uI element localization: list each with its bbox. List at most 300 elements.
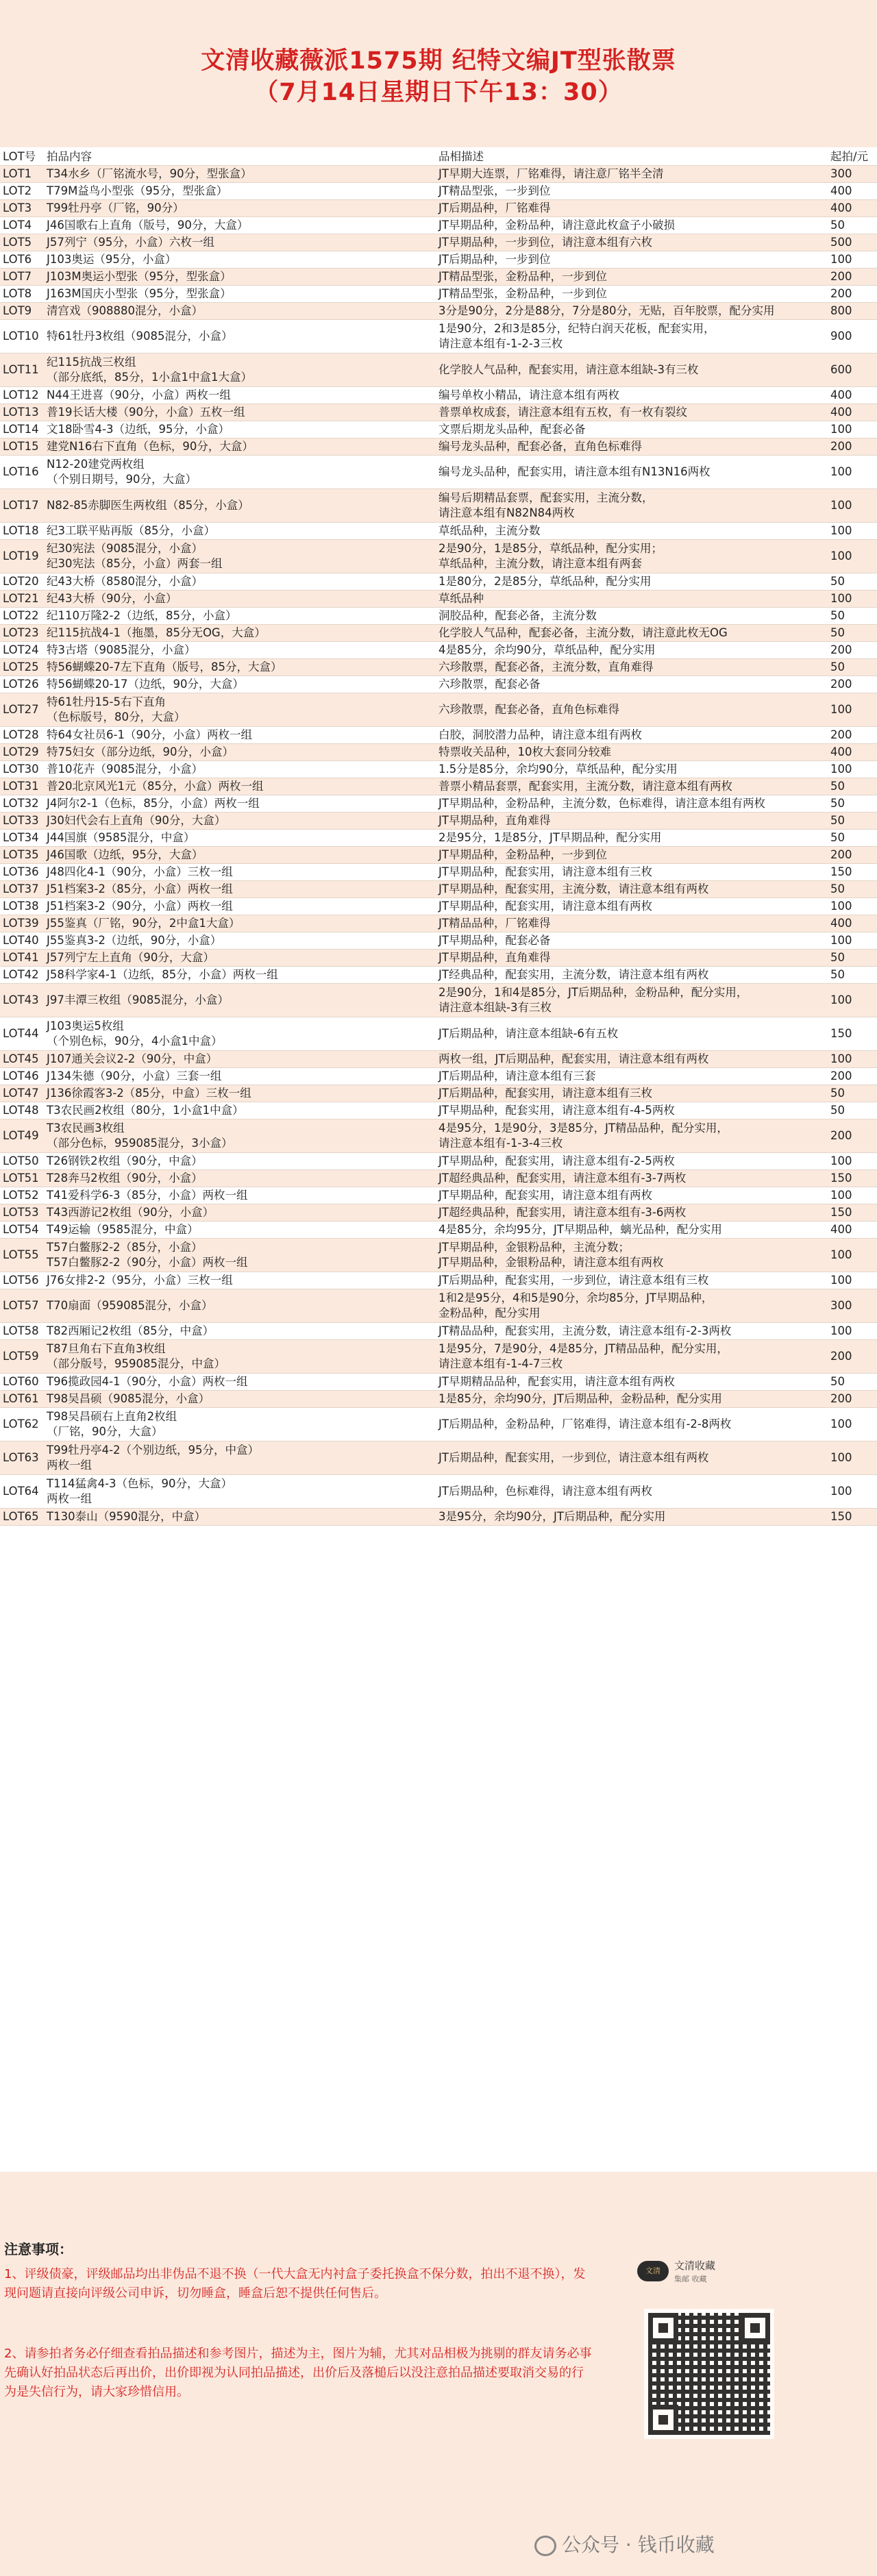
- lot-description: 特票收关品种，10枚大套同分较难: [434, 744, 826, 761]
- lot-start-price: 100: [826, 591, 877, 608]
- lot-content: J55鉴真（厂铭，90分，2中盒1大盒）: [42, 915, 434, 932]
- lot-description: JT后期品种，配套实用，请注意本组有三枚: [434, 1085, 826, 1102]
- lot-content: 特61牡丹15-5右下直角 （色标版号，80分，大盒）: [42, 693, 434, 727]
- brand-name: 文清收藏: [674, 2259, 716, 2272]
- lot-start-price: 100: [826, 1475, 877, 1509]
- lot-content: T43西游记2枚组（90分，小盒）: [42, 1204, 434, 1222]
- table-row: [0, 1340, 877, 1374]
- lot-start-price: 50: [826, 813, 877, 830]
- lot-content: J76女排2-2（95分，小盒）三枚一组: [42, 1272, 434, 1289]
- lot-table-body: [0, 149, 877, 1526]
- lot-number: LOT8: [0, 286, 42, 303]
- lot-content: J57列宁左上直角（90分，大盒）: [42, 950, 434, 967]
- lot-content: J46国歌（边纸，95分，大盒）: [42, 847, 434, 864]
- lot-number: LOT47: [0, 1085, 42, 1102]
- lot-number: LOT53: [0, 1204, 42, 1222]
- table-row: [0, 1170, 877, 1187]
- lot-number: LOT30: [0, 761, 42, 778]
- lot-content: T34水乡（厂铭流水号，90分，型张盒）: [42, 166, 434, 183]
- lot-content: T99牡丹亭4-2（个别边纸，95分，中盒） 两枚一组: [42, 1441, 434, 1475]
- lot-content: T3农民画2枚组（80分，1小盒1中盒）: [42, 1102, 434, 1119]
- lot-number: LOT31: [0, 778, 42, 795]
- lot-description: 编号单枚小精品，请注意本组有两枚: [434, 387, 826, 404]
- lot-description: 4是95分，1是90分，3是85分，JT精品品种，配分实用， 请注意本组有-1-3-4三枚: [434, 1119, 826, 1153]
- lot-description: JT早期品种，金粉品种，请注意此枚盒子小破损: [434, 217, 826, 234]
- lot-number: LOT27: [0, 693, 42, 727]
- lot-start-price: 100: [826, 523, 877, 540]
- lot-description: JT早期品种，配套必备: [434, 932, 826, 950]
- lot-content: J103M奥运小型张（95分，型张盒）: [42, 269, 434, 286]
- lot-start-price: 600: [826, 354, 877, 387]
- table-row: [0, 950, 877, 967]
- lot-content: 文18卧雪4-3（边纸，95分，小盒）: [42, 421, 434, 438]
- lot-number: LOT11: [0, 354, 42, 387]
- lot-number: LOT7: [0, 269, 42, 286]
- lot-number: LOT45: [0, 1051, 42, 1068]
- lot-start-price: 50: [826, 1374, 877, 1391]
- table-row: [0, 591, 877, 608]
- table-row: [0, 234, 877, 251]
- lot-description: JT早期品种，配套实用，请注意本组有-4-5两枚: [434, 1102, 826, 1119]
- lot-description: 白胶，洞胶潜力品种，请注意本组有两枚: [434, 727, 826, 744]
- lot-number: LOT46: [0, 1068, 42, 1085]
- table-row: [0, 404, 877, 421]
- table-row: [0, 1222, 877, 1239]
- lot-number: LOT48: [0, 1102, 42, 1119]
- lot-number: LOT58: [0, 1323, 42, 1340]
- lot-start-price: 200: [826, 676, 877, 693]
- lot-start-price: 100: [826, 1323, 877, 1340]
- qr-finder-icon: [740, 2313, 770, 2343]
- lot-description: 编号龙头品种，配套必备，直角色标难得: [434, 438, 826, 456]
- lot-description: 六珍散票，配套必备，主流分数，直角难得: [434, 659, 826, 676]
- lot-number: LOT34: [0, 830, 42, 847]
- lot-number: LOT49: [0, 1119, 42, 1153]
- lot-description: 2是90分，1和4是85分，JT后期品种，金粉品种，配分实用， 请注意本组缺-3有三枚: [434, 984, 826, 1017]
- table-row: [0, 1408, 877, 1441]
- table-row: [0, 967, 877, 984]
- lot-description: 草纸品种，主流分数: [434, 523, 826, 540]
- lot-number: LOT54: [0, 1222, 42, 1239]
- lot-start-price: 400: [826, 183, 877, 200]
- lot-number: LOT56: [0, 1272, 42, 1289]
- lot-description: JT后期品种，一步到位: [434, 251, 826, 269]
- lot-number: LOT1: [0, 166, 42, 183]
- lot-number: LOT22: [0, 608, 42, 625]
- table-row: [0, 932, 877, 950]
- lot-start-price: 400: [826, 1222, 877, 1239]
- page-title: 文清收藏薇派1575期 纪特文编JT型张散票: [201, 47, 676, 75]
- table-row: [0, 286, 877, 303]
- table-row: [0, 625, 877, 642]
- lot-number: LOT19: [0, 540, 42, 573]
- table-row: [0, 864, 877, 881]
- lot-start-price: 200: [826, 1340, 877, 1374]
- table-row: [0, 1102, 877, 1119]
- lot-content: 纪30宪法（9085混分，小盒） 纪30宪法（85分，小盒）两套一组: [42, 540, 434, 573]
- lot-number: LOT41: [0, 950, 42, 967]
- brand-logo: 文清: [637, 2261, 669, 2281]
- table-row: [0, 795, 877, 813]
- lot-description: 1.5分是85分，余均90分，草纸品种，配分实用: [434, 761, 826, 778]
- table-header-row: [0, 149, 877, 166]
- table-row: [0, 1187, 877, 1204]
- qr-finder-icon: [648, 2405, 678, 2435]
- lot-content: J51档案3-2（85分，小盒）两枚一组: [42, 881, 434, 898]
- lot-number: LOT9: [0, 303, 42, 320]
- lot-start-price: 150: [826, 1170, 877, 1187]
- lot-start-price: 200: [826, 642, 877, 659]
- lot-content: T99牡丹亭（厂铭，90分）: [42, 200, 434, 217]
- lot-start-price: 50: [826, 1085, 877, 1102]
- title-area: [0, 0, 877, 147]
- lot-description: 3是95分，余均90分，JT后期品种，配分实用: [434, 1509, 826, 1526]
- lot-description: 普票单枚成套，请注意本组有五枚，有一枚有裂纹: [434, 404, 826, 421]
- lot-description: JT早期品种，配套实用，请注意本组有三枚: [434, 864, 826, 881]
- table-row: [0, 1391, 877, 1408]
- lot-description: JT后期品种，厂铭难得: [434, 200, 826, 217]
- lot-description: JT早期品种，一步到位，请注意本组有六枚: [434, 234, 826, 251]
- lot-description: 2是90分，1是85分，草纸品种，配分实用； 草纸品种，主流分数，请注意本组有两套: [434, 540, 826, 573]
- lot-start-price: 200: [826, 269, 877, 286]
- lot-content: J44国旗（9585混分，中盒）: [42, 830, 434, 847]
- lot-number: LOT40: [0, 932, 42, 950]
- column-header-lot: LOT号: [0, 149, 42, 166]
- lot-description: JT后期品种，金粉品种，厂铭难得，请注意本组有-2-8两枚: [434, 1408, 826, 1441]
- table-row: [0, 813, 877, 830]
- table-row: [0, 489, 877, 523]
- table-row: [0, 1153, 877, 1170]
- lot-content: T49运输（9585混分，中盒）: [42, 1222, 434, 1239]
- lot-description: JT后期品种，配套实用，一步到位，请注意本组有两枚: [434, 1441, 826, 1475]
- table-row: [0, 778, 877, 795]
- lot-description: JT早期品种，配套实用，请注意本组有-2-5两枚: [434, 1153, 826, 1170]
- lot-content: T114猛禽4-3（色标，90分，大盒） 两枚一组: [42, 1475, 434, 1509]
- table-row: [0, 1441, 877, 1475]
- note-2: 2、请参拍者务必仔细查看拍品描述和参考图片，描述为主，图片为辅，尤其对品相极为挑剔的群友请务必事先确认好拍品状态后再出价，出价即视为认同拍品描述，出价后及落槌后以没注意拍品描述要取消交易的行为是失信行为，请大家珍惜信用。: [4, 2346, 592, 2399]
- lot-content: J46国歌右上直角（版号，90分，大盒）: [42, 217, 434, 234]
- lot-description: JT早期品种，金粉品种，一步到位: [434, 847, 826, 864]
- lot-start-price: 400: [826, 387, 877, 404]
- lot-content: T96揽政园4-1（90分，小盒）两枚一组: [42, 1374, 434, 1391]
- lot-start-price: 500: [826, 234, 877, 251]
- lot-number: LOT16: [0, 456, 42, 489]
- lot-content: 特3古塔（9085混分，小盒）: [42, 642, 434, 659]
- lot-number: LOT20: [0, 573, 42, 591]
- table-row: [0, 1204, 877, 1222]
- lot-number: LOT15: [0, 438, 42, 456]
- lot-description: 草纸品种: [434, 591, 826, 608]
- table-row: [0, 642, 877, 659]
- lot-start-price: 150: [826, 1204, 877, 1222]
- lot-content: T79M益鸟小型张（95分，型张盒）: [42, 183, 434, 200]
- table-row: [0, 830, 877, 847]
- watermark: [534, 2533, 856, 2558]
- lot-number: LOT42: [0, 967, 42, 984]
- table-row: [0, 421, 877, 438]
- lot-content: T26钢铁2枚组（90分，中盒）: [42, 1153, 434, 1170]
- lot-number: LOT64: [0, 1475, 42, 1509]
- table-row: [0, 1068, 877, 1085]
- lot-start-price: 150: [826, 1509, 877, 1526]
- lot-content: J134朱德（90分，小盒）三套一组: [42, 1068, 434, 1085]
- lot-content: J55鉴真3-2（边纸，90分，小盒）: [42, 932, 434, 950]
- lot-description: 3分是90分，2分是88分，7分是80分，无贴，百年胶票，配分实用: [434, 303, 826, 320]
- lot-start-price: 100: [826, 540, 877, 573]
- lot-description: JT早期精品品种，配套实用，请注意本组有两枚: [434, 1374, 826, 1391]
- lot-start-price: 50: [826, 881, 877, 898]
- table-row: [0, 573, 877, 591]
- lot-start-price: 50: [826, 830, 877, 847]
- lot-start-price: 150: [826, 1017, 877, 1051]
- qr-code-icon: [644, 2309, 774, 2439]
- lot-number: LOT39: [0, 915, 42, 932]
- lot-description: 4是85分，余均95分，JT早期品种，螭光品种，配分实用: [434, 1222, 826, 1239]
- lot-number: LOT12: [0, 387, 42, 404]
- table-row: [0, 269, 877, 286]
- lot-start-price: 50: [826, 659, 877, 676]
- table-row: [0, 354, 877, 387]
- table-row: [0, 1051, 877, 1068]
- lot-start-price: 50: [826, 967, 877, 984]
- lot-description: JT精品品种，厂铭难得: [434, 915, 826, 932]
- lot-content: J163M国庆小型张（95分，型张盒）: [42, 286, 434, 303]
- lot-number: LOT35: [0, 847, 42, 864]
- lot-content: J30妇代会右上直角（90分，大盒）: [42, 813, 434, 830]
- lot-start-price: 150: [826, 864, 877, 881]
- brand-subtitle: 集邮 收藏: [674, 2275, 707, 2283]
- lot-start-price: 100: [826, 421, 877, 438]
- lot-number: LOT51: [0, 1170, 42, 1187]
- lot-content: 纪110万隆2-2（边纸，85分，小盒）: [42, 608, 434, 625]
- lot-description: JT早期品种，直角难得: [434, 813, 826, 830]
- lot-start-price: 100: [826, 932, 877, 950]
- lot-start-price: 50: [826, 950, 877, 967]
- lot-content: J103奥运（95分，小盒）: [42, 251, 434, 269]
- lot-description: JT超经典品种，配套实用，请注意本组有-3-6两枚: [434, 1204, 826, 1222]
- lot-content: T98吴昌硕右上直角2枚组 （厂铭，90分，大盒）: [42, 1408, 434, 1441]
- lot-number: LOT6: [0, 251, 42, 269]
- lot-number: LOT5: [0, 234, 42, 251]
- lot-start-price: 50: [826, 608, 877, 625]
- table-row: [0, 166, 877, 183]
- column-header-price: 起拍/元: [826, 149, 877, 166]
- lot-start-price: 100: [826, 1187, 877, 1204]
- lot-content: J58科学家4-1（边纸，85分，小盒）两枚一组: [42, 967, 434, 984]
- lot-content: J4阿尔2-1（色标，85分，小盒）两枚一组: [42, 795, 434, 813]
- lot-content: 特56蝴蝶20-7左下直角（版号，85分，大盒）: [42, 659, 434, 676]
- lot-description: 普票小精品套票，配套实用，主流分数，请注意本组有两枚: [434, 778, 826, 795]
- lot-number: LOT44: [0, 1017, 42, 1051]
- lot-content: 特64女社员6-1（90分，小盒）两枚一组: [42, 727, 434, 744]
- lot-start-price: 100: [826, 489, 877, 523]
- lot-start-price: 300: [826, 166, 877, 183]
- lot-number: LOT3: [0, 200, 42, 217]
- lot-description: 化学胶人气品种，配套必备，主流分数，请注意此枚无OG: [434, 625, 826, 642]
- lot-number: LOT10: [0, 320, 42, 354]
- lot-description: 六珍散票，配套必备: [434, 676, 826, 693]
- lot-content: T98吴昌硕（9085混分，小盒）: [42, 1391, 434, 1408]
- lot-description: 1是95分，7是90分，4是85分，JT精品品种，配分实用， 请注意本组有-1-4-7三枚: [434, 1340, 826, 1374]
- table-row: [0, 456, 877, 489]
- table-row: [0, 540, 877, 573]
- lot-start-price: 100: [826, 761, 877, 778]
- lot-description: JT后期品种，请注意本组缺-6有五枚: [434, 1017, 826, 1051]
- lot-description: JT后期品种，配套实用，一步到位，请注意本组有三枚: [434, 1272, 826, 1289]
- lot-number: LOT26: [0, 676, 42, 693]
- table-row: [0, 303, 877, 320]
- lot-number: LOT63: [0, 1441, 42, 1475]
- lot-start-price: 100: [826, 1408, 877, 1441]
- lot-content: 纪43大桥（90分，小盒）: [42, 591, 434, 608]
- lot-number: LOT17: [0, 489, 42, 523]
- lot-content: J57列宁（95分，小盒）六枚一组: [42, 234, 434, 251]
- table-row: [0, 659, 877, 676]
- lot-description: 1是85分，余均90分，JT后期品种，金粉品种，配分实用: [434, 1391, 826, 1408]
- lot-content: 纪43大桥（8580混分，小盒）: [42, 573, 434, 591]
- lot-description: JT精品品种，配套实用，主流分数，请注意本组有-2-3两枚: [434, 1323, 826, 1340]
- lot-description: 两枚一组，JT后期品种，配套实用，请注意本组有两枚: [434, 1051, 826, 1068]
- lot-description: JT精品型张，一步到位: [434, 183, 826, 200]
- table-row: [0, 693, 877, 727]
- lot-start-price: 50: [826, 795, 877, 813]
- lot-description: JT早期品种，配套实用，主流分数，请注意本组有两枚: [434, 881, 826, 898]
- lot-start-price: 300: [826, 1289, 877, 1323]
- lot-content: 普19长话大楼（90分，小盒）五枚一组: [42, 404, 434, 421]
- table-row: [0, 1017, 877, 1051]
- table-row: [0, 183, 877, 200]
- table-row: [0, 387, 877, 404]
- lot-number: LOT14: [0, 421, 42, 438]
- lot-content: N12-20建党两枚组 （个别日期号，90分，大盒）: [42, 456, 434, 489]
- lot-content: T130泰山（9590混分，中盒）: [42, 1509, 434, 1526]
- lot-start-price: 200: [826, 1119, 877, 1153]
- lot-content: J136徐霞客3-2（85分，中盒）三枚一组: [42, 1085, 434, 1102]
- lot-description: 文票后期龙头品种，配套必备: [434, 421, 826, 438]
- lot-number: LOT23: [0, 625, 42, 642]
- table-row: [0, 676, 877, 693]
- table-row: [0, 251, 877, 269]
- lot-number: LOT59: [0, 1340, 42, 1374]
- table-row: [0, 1509, 877, 1526]
- lot-start-price: 800: [826, 303, 877, 320]
- lot-start-price: 200: [826, 286, 877, 303]
- table-row: [0, 1272, 877, 1289]
- lot-content: T87旦角右下直角3枚组 （部分版号，959085混分，中盒）: [42, 1340, 434, 1374]
- lot-content: J51档案3-2（90分，小盒）两枚一组: [42, 898, 434, 915]
- lot-description: JT后期品种，请注意本组有三套: [434, 1068, 826, 1085]
- lot-start-price: 200: [826, 438, 877, 456]
- column-header-description: 品相描述: [434, 149, 826, 166]
- lot-content: 建党N16右下直角（色标，90分，大盒）: [42, 438, 434, 456]
- qr-finder-icon: [648, 2313, 678, 2343]
- lot-number: LOT29: [0, 744, 42, 761]
- lot-start-price: 50: [826, 573, 877, 591]
- lot-start-price: 400: [826, 200, 877, 217]
- lot-number: LOT61: [0, 1391, 42, 1408]
- lot-content: 普20北京风光1元（85分，小盒）两枚一组: [42, 778, 434, 795]
- table-row: [0, 761, 877, 778]
- lot-description: JT早期品种，金粉品种，主流分数，色标难得，请注意本组有两枚: [434, 795, 826, 813]
- lot-content: 普10花卉（9085混分，小盒）: [42, 761, 434, 778]
- table-row: [0, 1119, 877, 1153]
- lot-description: 1是90分，2和3是85分，纪特白润天花板，配套实用， 请注意本组有-1-2-3三枚: [434, 320, 826, 354]
- lot-description: JT早期品种，配套实用，请注意本组有两枚: [434, 1187, 826, 1204]
- lot-number: LOT52: [0, 1187, 42, 1204]
- lot-content: T41爱科学6-3（85分，小盒）两枚一组: [42, 1187, 434, 1204]
- table-row: [0, 523, 877, 540]
- lot-description: JT经典品种，配套实用，主流分数，请注意本组有两枚: [434, 967, 826, 984]
- lot-number: LOT13: [0, 404, 42, 421]
- wechat-icon: [534, 2536, 556, 2556]
- lot-description: 1和2是95分，4和5是90分，余均85分，JT早期品种， 金粉品种，配分实用: [434, 1289, 826, 1323]
- lot-start-price: 100: [826, 1441, 877, 1475]
- table-row: [0, 915, 877, 932]
- lot-start-price: 100: [826, 456, 877, 489]
- lot-description: 编号龙头品种，配套实用，请注意本组有N13N16两枚: [434, 456, 826, 489]
- lot-start-price: 50: [826, 1102, 877, 1119]
- lot-description: 六珍散票，配套必备，直角色标难得: [434, 693, 826, 727]
- lot-number: LOT36: [0, 864, 42, 881]
- lot-description: JT超经典品种，配套实用，请注意本组有-3-7两枚: [434, 1170, 826, 1187]
- lot-content: N82-85赤脚医生两枚组（85分，小盒）: [42, 489, 434, 523]
- lot-description: 洞胶品种，配套必备，主流分数: [434, 608, 826, 625]
- lot-number: LOT21: [0, 591, 42, 608]
- lot-start-price: 200: [826, 847, 877, 864]
- table-row: [0, 898, 877, 915]
- lot-start-price: 50: [826, 625, 877, 642]
- lot-start-price: 200: [826, 1391, 877, 1408]
- lot-content: 特75妇女（部分边纸，90分，小盒）: [42, 744, 434, 761]
- table-row: [0, 847, 877, 864]
- lot-description: 2是95分，1是85分，JT早期品种，配分实用: [434, 830, 826, 847]
- lot-description: JT早期品种，配套实用，请注意本组有两枚: [434, 898, 826, 915]
- lot-number: LOT2: [0, 183, 42, 200]
- table-row: [0, 984, 877, 1017]
- lot-start-price: 100: [826, 693, 877, 727]
- lot-description: 1是80分，2是85分，草纸品种，配分实用: [434, 573, 826, 591]
- lot-content: T28奔马2枚组（90分，小盒）: [42, 1170, 434, 1187]
- lot-number: LOT57: [0, 1289, 42, 1323]
- table-row: [0, 1475, 877, 1509]
- lot-start-price: 400: [826, 404, 877, 421]
- table-row: [0, 881, 877, 898]
- table-row: [0, 1374, 877, 1391]
- lot-content: J97丰潭三枚组（9085混分，小盒）: [42, 984, 434, 1017]
- lot-description: 4是85分，余均90分，草纸品种，配分实用: [434, 642, 826, 659]
- lot-content: 清宫戏（908880混分，小盒）: [42, 303, 434, 320]
- lot-start-price: 50: [826, 217, 877, 234]
- lot-start-price: 200: [826, 727, 877, 744]
- lot-number: LOT32: [0, 795, 42, 813]
- lot-number: LOT28: [0, 727, 42, 744]
- lot-content: 纪115抗战三枚组 （部分底纸，85分，1小盒1中盒1大盒）: [42, 354, 434, 387]
- lot-start-price: 100: [826, 898, 877, 915]
- lot-content: 纪115抗战4-1（拖墨，85分无OG，大盒）: [42, 625, 434, 642]
- lot-start-price: 100: [826, 1051, 877, 1068]
- lot-number: LOT55: [0, 1239, 42, 1272]
- lot-number: LOT37: [0, 881, 42, 898]
- lot-start-price: 400: [826, 915, 877, 932]
- lot-content: T82西厢记2枚组（85分，中盒）: [42, 1323, 434, 1340]
- lot-number: LOT18: [0, 523, 42, 540]
- lot-description: JT精品型张，金粉品种，一步到位: [434, 269, 826, 286]
- column-header-content: 拍品内容: [42, 149, 434, 166]
- table-row: [0, 1323, 877, 1340]
- lot-content: T3农民画3枚组 （部分色标，959085混分，3小盒）: [42, 1119, 434, 1153]
- table-row: [0, 744, 877, 761]
- watermark-text: 公众号 · 钱币收藏: [562, 2534, 715, 2556]
